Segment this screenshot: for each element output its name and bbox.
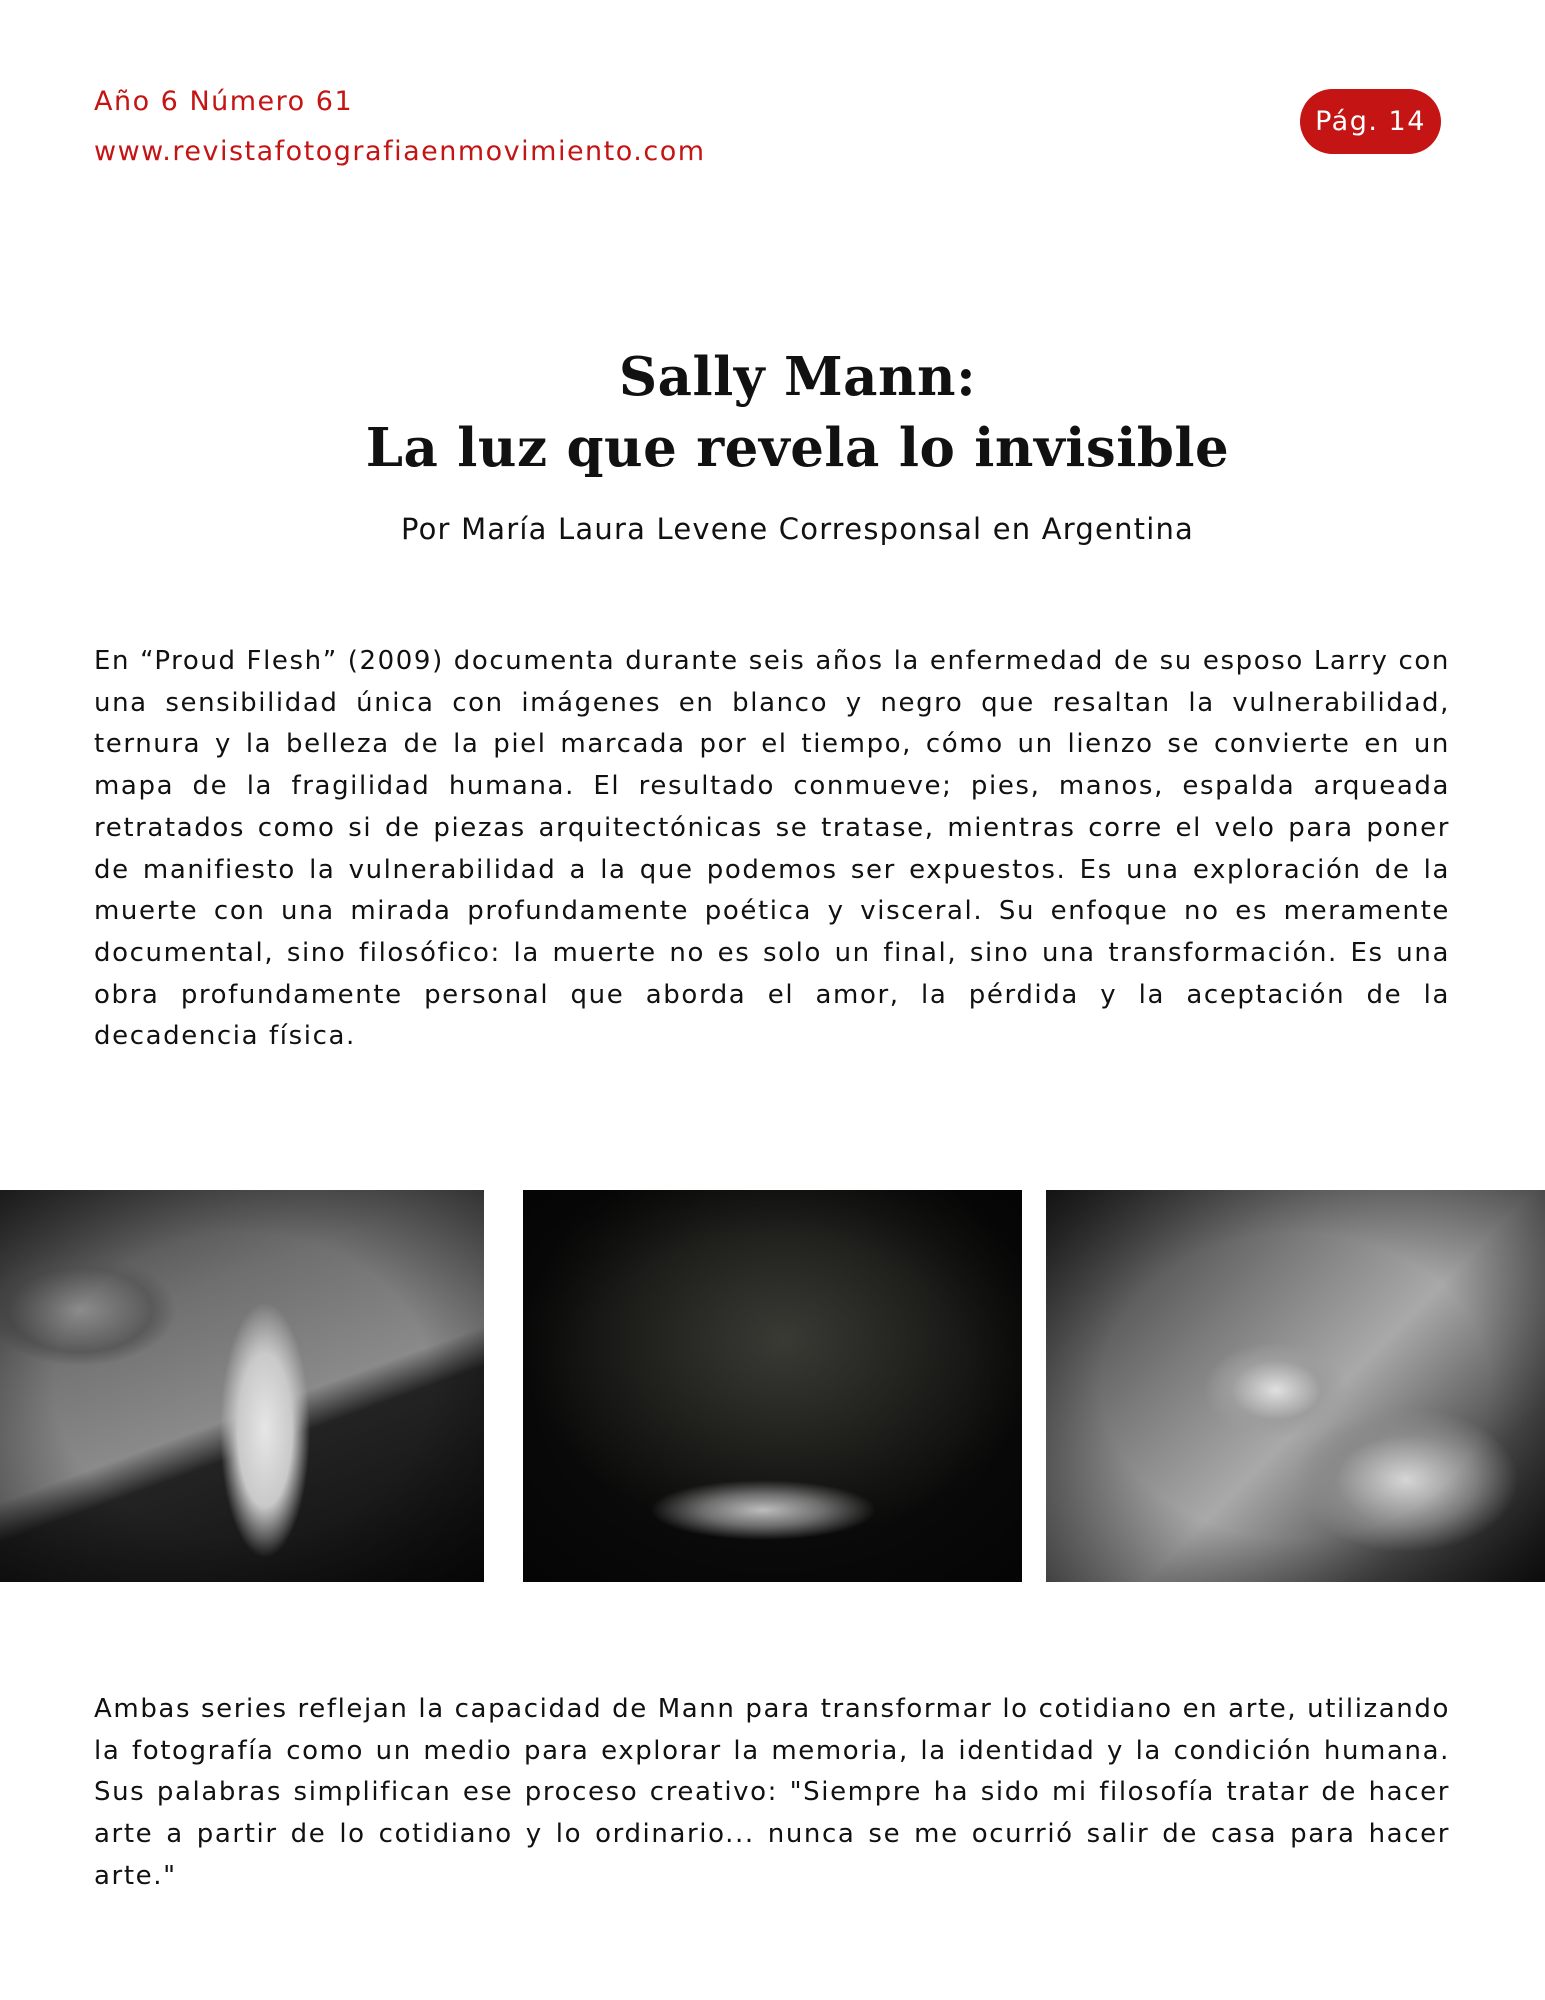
page-number-badge: Pág. 14: [1300, 89, 1441, 154]
title-line-1: Sally Mann:: [618, 346, 977, 408]
photo-vignette: [523, 1190, 1022, 1582]
photo-girls-by-truck: [0, 1190, 484, 1582]
issue-number: Año 6 Número 61: [94, 86, 354, 117]
photo-vignette: [1046, 1190, 1545, 1582]
photo-girl-on-bed: [1046, 1190, 1545, 1582]
byline: Por María Laura Levene Corresponsal en Argentina: [400, 512, 1195, 546]
article-paragraph-1: En “Proud Flesh” (2009) documenta durante seis años la enfermedad de su esposo Larry con una sensibilidad única con imágenes en blanco y negro que resaltan la vulnerabilidad, ternura y la belleza de la piel marcada por el tiempo, cómo un lienzo se convierte en un mapa de la fragilidad humana. El resultado conmueve; pies, manos, espalda arqueada retratados como si de piezas arquitectónicas se tratase, mientras corre el velo para poner de manifiesto la vulnerabilidad a la que podemos ser expuestos. Es una exploración de la muerte con una mirada profundamente poética y visceral. Su enfoque no es meramente documental, sino filosófico: la muerte no es solo un final, sino una transformación. Es una obra profundamente personal que aborda el amor, la pérdida y la aceptación de la decadencia física.: [94, 646, 1450, 1052]
article-title: [0, 342, 1545, 484]
photo-vignette: [0, 1190, 484, 1582]
title-line-2: La luz que revela lo invisible: [365, 417, 1230, 479]
article-paragraph-2: Ambas series reflejan la capacidad de Mann para transformar lo cotidiano en arte, utilizando la fotografía como un medio para explorar la memoria, la identidad y la condición humana. Sus palabras simplifican ese proceso creativo: "Siempre ha sido mi filosofía tratar de hacer arte a partir de lo cotidiano y lo ordinario... nunca se me ocurrió salir de casa para hacer arte.": [94, 1694, 1450, 1891]
website-link[interactable]: www.revistafotografiaenmovimiento.com: [94, 136, 706, 167]
photo-figure-on-ground: [523, 1190, 1022, 1582]
